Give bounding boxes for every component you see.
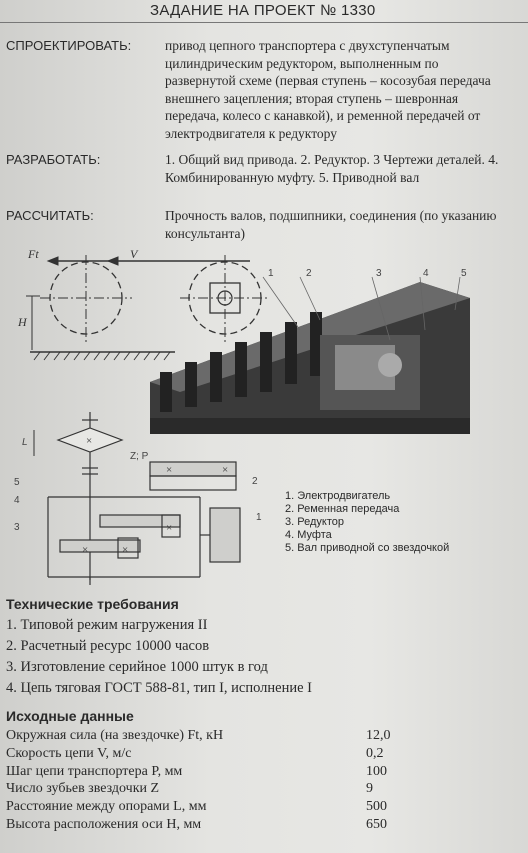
sprocket-schematic [26,255,270,360]
source-data-table [6,727,476,834]
title-bar [0,0,528,24]
scheme-legend [285,490,449,555]
svg-text:×: × [86,435,93,447]
legend-item: 1. Электродвигатель [285,490,391,502]
table-row [6,780,476,798]
svg-text:×: × [122,544,129,556]
table-row [6,763,476,781]
photo-callout-5: 5 [461,268,467,279]
svg-text:×: × [166,522,173,534]
legend-item: 5. Вал приводной со звездочкой [285,542,450,554]
param-name: Шаг цепи транспортера P, мм [6,763,183,779]
scheme-callout-2: 2 [252,476,258,487]
requirement-item: 4. Цепь тяговая ГОСТ 588-81, тип I, исполнение I [6,680,313,696]
param-value: 650 [366,816,387,832]
scheme-callout-1: 1 [256,512,262,523]
param-name: Расстояние между опорами L, мм [6,799,207,815]
param-value: 500 [366,799,387,815]
table-row [6,816,476,834]
requirement-item: 2. Расчетный ресурс 10000 часов [6,638,210,654]
force-arrow-icon [48,257,58,265]
speed-label: V [130,248,138,261]
table-row [6,798,476,816]
scheme-callout-5: 5 [14,477,20,488]
section-label-develop: РАЗРАБОТАТЬ: [6,152,101,167]
svg-text:×: × [82,544,89,556]
requirement-item: 1. Типовой режим нагружения II [6,617,208,633]
param-value: 0,2 [366,745,384,761]
kinematic-scheme [34,412,240,585]
force-label: Ft [28,248,39,261]
param-name: Окружная сила (на звездочке) Ft, кН [6,728,224,743]
document-title: ЗАДАНИЕ НА ПРОЕКТ № 1330 [150,2,376,19]
table-row [6,745,476,763]
section-text-develop: 1. Общий вид привода. 2. Редуктор. 3 Чертежи деталей. 4. Комбинированную муфту. 5. Приводной вал [165,152,499,185]
param-name: Число зубьев звездочки Z [6,781,160,797]
photo-callout-1: 1 [268,268,274,279]
svg-text:×: × [222,464,229,476]
section-text-design: привод цепного транспортера с двухступенчатым цилиндрическим редуктором, выполненным по развернутой схеме (первая ступень – косозубая передача внешнего зацепления; вторая ступень – шевронная передача, колесо с канавкой), и ременной передачей от электродвигателя к редуктору [165,38,491,141]
length-label: L [22,437,28,448]
title-divider [0,22,528,23]
legend-item: 2. Ременная передача [285,503,400,515]
param-name: Скорость цепи V, м/с [6,745,132,761]
requirements-heading: Технические требования [6,596,179,612]
photo-callout-4: 4 [423,268,429,279]
photo-callout-3: 3 [376,268,382,279]
conveyor-photo [150,277,470,434]
height-label: H [18,315,27,329]
legend-item: 3. Редуктор [285,516,344,528]
scheme-callout-3: 3 [14,522,20,533]
section-label-design: СПРОЕКТИРОВАТЬ: [6,38,132,53]
speed-arrow-icon [108,257,118,265]
table-row [6,727,476,745]
svg-text:×: × [166,464,173,476]
param-value: 100 [366,763,387,779]
section-text-calculate: Прочность валов, подшипники, соединения (по указанию консультанта) [165,208,497,241]
source-data-heading: Исходные данные [6,708,134,724]
scheme-callout-4: 4 [14,495,20,506]
param-value: 12,0 [366,728,391,743]
requirements-list [6,615,312,699]
param-name: Высота расположения оси H, мм [6,816,202,832]
zp-label: Z; P [130,451,149,462]
requirement-item: 3. Изготовление серийное 1000 штук в год [6,659,268,675]
section-label-calculate: РАССЧИТАТЬ: [6,208,94,223]
legend-item: 4. Муфта [285,529,332,541]
photo-callout-2: 2 [306,268,312,279]
param-value: 9 [366,781,373,797]
